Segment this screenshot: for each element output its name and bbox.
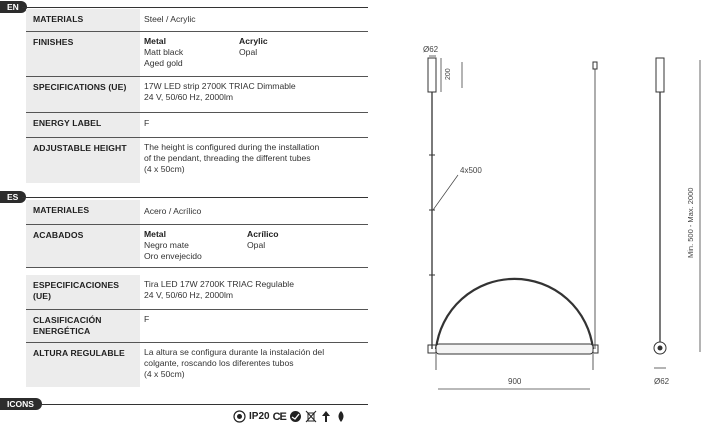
arc-frame xyxy=(436,279,593,349)
triac-icon xyxy=(289,410,302,423)
leader-line xyxy=(433,175,458,210)
side-canopy xyxy=(656,58,664,92)
side-diameter-label: Ø62 xyxy=(654,377,670,386)
certification-icons xyxy=(233,410,347,423)
canopy xyxy=(428,58,436,92)
row-label: ENERGY LABEL xyxy=(33,118,102,128)
row-value: Metal Negro mate Oro envejecido Acrílico Opal xyxy=(144,229,279,261)
dimmable-icon xyxy=(233,410,246,423)
row-value: Tira LED 17W 2700K TRIAC Regulable 24 V, 50/60 Hz, 2000lm xyxy=(144,279,294,300)
row-label: ESPECIFICACIONES (UE) xyxy=(33,280,120,301)
spec-row-materiales xyxy=(26,200,368,225)
top-diameter-label: Ø62 xyxy=(423,45,439,54)
section-tag-en: EN xyxy=(0,1,27,13)
spec-row-finishes xyxy=(26,32,368,77)
led-bar xyxy=(436,344,593,354)
no-trash-icon xyxy=(305,410,317,423)
spec-row-especificaciones xyxy=(26,275,368,310)
spec-row-altura xyxy=(26,343,368,387)
row-label: ALTURA REGULABLE xyxy=(33,348,125,358)
section-tag-icons: ICONS xyxy=(0,398,42,410)
row-value: Steel / Acrylic xyxy=(144,14,196,24)
spec-row-clasificacion xyxy=(26,310,368,343)
canopy-height-label: 200 xyxy=(445,68,452,80)
row-label: MATERIALS xyxy=(33,14,84,24)
row-value: La altura se configura durante la instalación del colgante, roscando los diferentes tubos (4 x 50cm) xyxy=(144,347,325,379)
width-label: 900 xyxy=(508,377,522,386)
section-tag-es: ES xyxy=(0,191,26,203)
section-divider-es xyxy=(22,197,368,198)
section-divider-en xyxy=(22,7,368,8)
ce-mark-icon: CE xyxy=(272,410,286,423)
section-divider-icons xyxy=(40,404,368,405)
row-label: ACABADOS xyxy=(33,230,84,240)
spec-row-acabados xyxy=(26,225,368,268)
row-label: ADJUSTABLE HEIGHT xyxy=(33,143,127,153)
tubes-label: 4x500 xyxy=(460,166,482,175)
row-label: SPECIFICATIONS (UE) xyxy=(33,82,127,92)
end-cap-left xyxy=(428,345,436,353)
row-label: MATERIALES xyxy=(33,205,90,215)
height-range-label: Min. 500 - Max. 2000 xyxy=(686,187,695,258)
ip20-text: IP20 xyxy=(249,411,270,422)
energy-class-icon xyxy=(335,410,347,423)
row-value: 17W LED strip 2700K TRIAC Dimmable 24 V, 50/60 Hz, 2000lm xyxy=(144,81,296,102)
row-value: Metal Matt black Aged gold Acrylic Opal xyxy=(144,36,268,68)
side-lamp-outer xyxy=(654,342,666,354)
row-value: F xyxy=(144,314,150,324)
spec-row-energy xyxy=(26,113,368,138)
row-label: CLASIFICACIÓN ENERGÉTICA xyxy=(33,315,102,336)
row-value: The height is configured during the installation of the pendant, threading the different tubes (4 x 50cm) xyxy=(144,142,320,174)
dimmer-icon xyxy=(320,410,332,423)
row-value: F xyxy=(144,118,150,128)
end-cap-right xyxy=(593,345,598,353)
row-value: Acero / Acrílico xyxy=(144,206,202,216)
row-label: FINISHES xyxy=(33,37,74,47)
side-lamp-inner xyxy=(658,346,663,351)
spec-row-materials xyxy=(26,9,368,32)
right-hook xyxy=(593,62,597,69)
spec-row-specifications xyxy=(26,77,368,113)
spec-row-adjustable xyxy=(26,138,368,183)
